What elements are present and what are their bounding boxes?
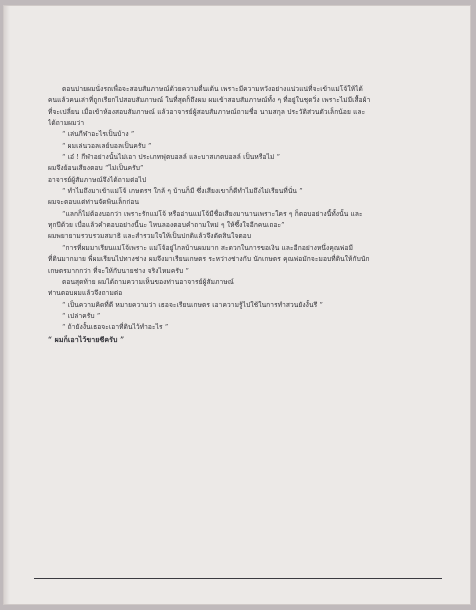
text-line: ตอนบ่ายผมนั่งรถเพื่อจะสอบสัมภาษณ์ด้วยความตื่นเต้น เพราะมีความหวังอย่างแน่วแน่ที่จะเข้าแม่โจ้ให้ได้ <box>62 85 363 93</box>
text-line: “ เล่นกีฬาอะไรเป็นบ้าง ” <box>62 130 135 139</box>
text-line: ท่านตอบผมแล้วจึงถามต่อ <box>48 289 123 298</box>
text-line: “การที่ผมมาเรียนแม่โจ้เพราะ แม่โจ้อยู่ไกลบ้านผมมาก สะดวกในการขอเงิน และอีกอย่างหนึ่งคุณพ่อมี <box>62 243 354 252</box>
text-line: “ ถ้ายังงั้นเธอจะเอาที่ดินไว้ทำอะไร ” <box>62 323 169 332</box>
text-line: ที่จะเปลี่ยน เมื่อเข้าห้องสอบสัมภาษณ์ แล้วอาจารย์ผู้สอบสัมภาษณ์ถามชื่อ นามสกุล ประวัติส่วนตัวเล็กน้อย และ <box>48 107 366 116</box>
text-line: ได้ถามผมว่า <box>48 119 85 128</box>
text-line: ผมจึงย้อนเสียงตอบ “ไม่เป็นครับ” <box>48 164 144 173</box>
footer-rule <box>34 578 442 579</box>
text-line: ผมจะตอบแต่ท่านจัดพินเล็กก่อน <box>48 198 140 207</box>
text-line: ทุกปีด้วย เบื่อแล้วคำตอบอย่างนี้นะ ไหนลองตอบคำถามใหม่ ๆ ให้ซึ้งใจอีกคนเถอะ” <box>48 221 285 230</box>
text-line: “ เปล่าครับ ” <box>62 311 101 320</box>
text-line: “ ผมเล่นวอลเลย์บอลเป็นครับ ” <box>62 141 152 150</box>
text-line: อาจารย์ผู้สัมภาษณ์จึงได้ถามต่อไป <box>48 175 147 184</box>
text-line: คนแล้วคนเล่าที่ถูกเรียกไปสอบสัมภาษณ์ ในที่สุดก็ถึงผม ผมเข้าสอบสัมภาษณ์ทั้ง ๆ ที่อยู่ในชุดวิ่ง เพราะไม่มีเสื้อผ้า <box>48 96 371 105</box>
text-line: “ ทำไมถึงมาเข้าแม่โจ้ เกษตรฯ ใกล้ ๆ บ้านก็มี ซึ่งเสียงเขาก็ดีทำไมถึงไม่เรียนที่นั่น ” <box>62 187 303 196</box>
text-line: ที่ดินมากมาย พี่ผมเรียนไปทางช่าง ผมจึงมาเรียนเกษตร ระหว่างช่างกับ นักเกษตร คุณพ่อมักจะมอบที่ดินให้กับนัก <box>48 255 370 264</box>
scan-edge-shadow <box>4 6 10 604</box>
text-line: “ เป็นความคิดที่ดี หมายความว่า เธอจะเรียนเกษตร เอาความรู้ไปใช้ในการทำสวนยังงั้นรึ ” <box>62 300 323 309</box>
text-line: ผมพยายามรวบรวมสมาธิ และสำรวมใจให้เป็นปกติแล้วจึงตัดสินใจตอบ <box>48 232 252 241</box>
text-line: “ ผมก็เอาไว้ขายซีครับ ” <box>48 334 125 344</box>
text-line: “แลกก็ไม่ต้องบอกว่า เพราะรักแม่โจ้ หรืออ่านแม่โจ้มีชื่อเสียงมานานเพราะใคร ๆ ก็ตอบอย่างนี้ทั้งนั้น และ <box>62 209 363 218</box>
document-page <box>4 6 470 604</box>
text-line: ตอนสุดท้าย ผมได้ถามความเห็นของท่านอาจารย์ผู้สัมภาษณ์ <box>62 277 235 286</box>
text-line: เกษตรมากกว่า ที่จะให้กับนายช่าง จริงไหมครับ ” <box>48 266 189 275</box>
text-line: “ เอ๋ ! กีฬาอย่างนั้นไม่เอา ประเภทฟุตบอลล์ และบาสเกตบอลล์ เป็นหรือไม่ ” <box>62 153 281 162</box>
document-body-text <box>48 84 448 345</box>
